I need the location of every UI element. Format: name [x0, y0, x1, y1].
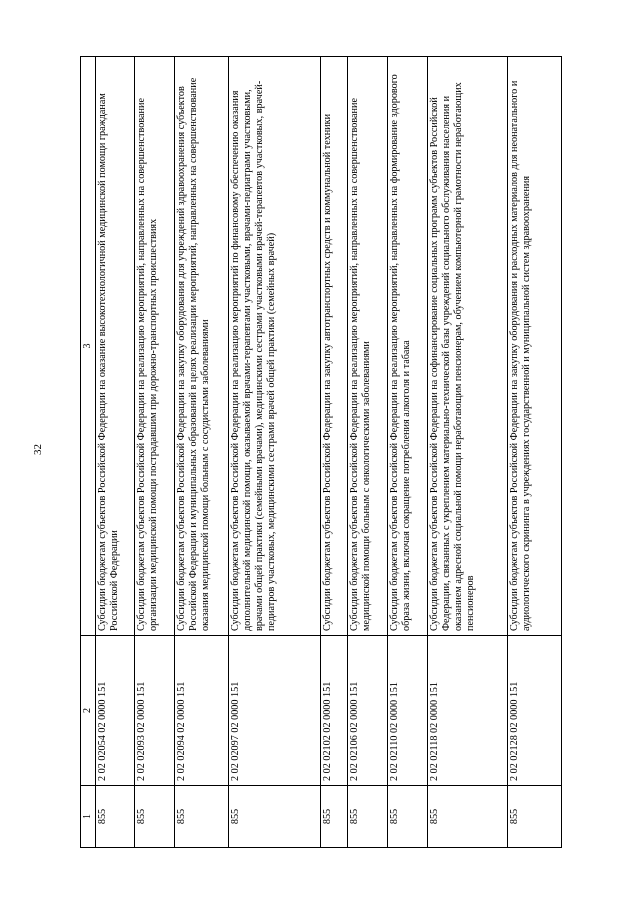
description-cell: Субсидии бюджетам субъектов Российской Федерации на софинансирование социальных программ субъектов Российской Федерации, связанных с укреплением материально-технической базы учреждений социального обслуживания населения и оказанием адресной социальной помощи неработающим пенсионерам, обучением компьютерной грамотности неработающих пенсионеров [428, 57, 508, 636]
description-cell: Субсидии бюджетам субъектов Российской Федерации на реализацию мероприятий, направленных на формирование здорового образа жизни, включая сокращение потребления алкоголя и табака [388, 57, 428, 636]
description-cell: Субсидии бюджетам субъектов Российской Федерации на закупку оборудования и расходных материалов для неонатального и аудиологического скрининга в учреждениях государственной и муниципальной систем здравоохранения [508, 57, 562, 636]
admin-code-cell: 855 [96, 786, 135, 848]
header-col-1: 1 [81, 786, 96, 848]
header-col-2: 2 [81, 636, 96, 786]
description-cell: Субсидии бюджетам субъектов Российской Федерации на оказание высокотехнологичной медицинской помощи гражданам Российской Федерации [96, 57, 135, 636]
budget-code-cell: 2 02 02054 02 0000 151 [96, 636, 135, 786]
budget-code-cell: 2 02 02093 02 0000 151 [135, 636, 175, 786]
budget-code-cell: 2 02 02102 02 0000 151 [321, 636, 348, 786]
description-cell: Субсидии бюджетам субъектов Российской Федерации на реализацию мероприятий, направленных на совершенствование медицинской помощи больным с онкологическими заболеваниями [348, 57, 388, 636]
budget-code-cell: 2 02 02128 02 0000 151 [508, 636, 562, 786]
admin-code-cell: 855 [321, 786, 348, 848]
table-row [428, 57, 508, 848]
admin-code-cell: 855 [135, 786, 175, 848]
table-row [229, 57, 321, 848]
table-row [321, 57, 348, 848]
table-row [135, 57, 175, 848]
table-row [96, 57, 135, 848]
table-row [388, 57, 428, 848]
admin-code-cell: 855 [348, 786, 388, 848]
rotated-table-container [80, 56, 554, 848]
admin-code-cell: 855 [508, 786, 562, 848]
admin-code-cell: 855 [428, 786, 508, 848]
admin-code-cell: 855 [175, 786, 229, 848]
budget-code-cell: 2 02 02097 02 0000 151 [229, 636, 321, 786]
description-cell: Субсидии бюджетам субъектов Российской Федерации на реализацию мероприятий по финансовому обеспечению оказания дополнительной медицинской помощи, оказываемой врачами-терапевтами участковыми, врачами-педиатрами участковыми, врачами общей практики (семейными врачами), медицинскими сестрами участковыми врачей-терапевтов участковых, врачей-педиатров участковых, медицинскими сестрами врачей общей практики (семейных врачей) [229, 57, 321, 636]
budget-code-cell: 2 02 02118 02 0000 151 [428, 636, 508, 786]
admin-code-cell: 855 [388, 786, 428, 848]
header-col-3: 3 [81, 57, 96, 636]
admin-code-cell: 855 [229, 786, 321, 848]
table-header-row [81, 57, 96, 848]
budget-code-cell: 2 02 02110 02 0000 151 [388, 636, 428, 786]
description-cell: Субсидии бюджетам субъектов Российской Федерации на закупку оборудования для учреждений здравоохранения субъектов Российской Федерации и муниципальных образований в целях реализации мероприятий, направленных на совершенствование оказания медицинской помощи больным с сосудистыми заболеваниями [175, 57, 229, 636]
page-number: 32 [32, 444, 44, 455]
budget-code-cell: 2 02 02106 02 0000 151 [348, 636, 388, 786]
table-row [175, 57, 229, 848]
budget-code-cell: 2 02 02094 02 0000 151 [175, 636, 229, 786]
table-row [348, 57, 388, 848]
table-row [508, 57, 562, 848]
description-cell: Субсидии бюджетам субъектов Российской Федерации на закупку автотранспортных средств и коммунальной техники [321, 57, 348, 636]
description-cell: Субсидии бюджетам субъектов Российской Федерации на реализацию мероприятий, направленных на совершенствование организации медицинской помощи пострадавшим при дорожно-транспортных происшествиях [135, 57, 175, 636]
revenue-codes-table [80, 56, 562, 848]
